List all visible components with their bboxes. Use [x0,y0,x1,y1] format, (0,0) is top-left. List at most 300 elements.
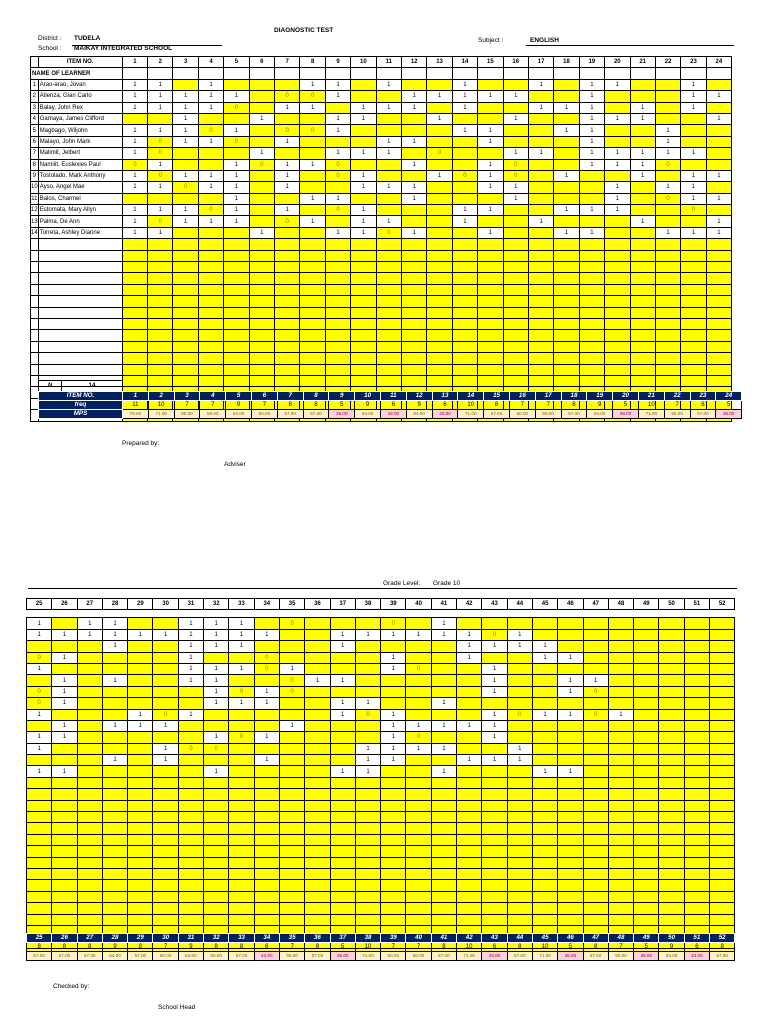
spacer-cell [558,610,583,618]
item-number-header: 1 [122,57,147,68]
score-cell [178,777,203,788]
score-cell [528,91,553,102]
table-row [27,709,735,720]
row-number: 7 [31,148,39,159]
score-cell [381,834,406,845]
score-cell [503,307,528,318]
score-cell: 1 [579,148,604,159]
table-row [31,375,732,386]
score-cell [406,675,431,686]
score-cell [659,777,684,788]
mps-value: 57.00 [431,952,456,961]
score-cell [406,686,431,697]
table-row [27,857,735,868]
score-cell: 1 [706,170,731,181]
score-cell [279,834,304,845]
score-cell [630,227,655,238]
score-cell [401,125,426,136]
score-cell: 1 [275,182,300,193]
learner-name: Malayo, John Mark [38,136,122,147]
item-number-header: 36 [305,599,330,610]
table-row [27,891,735,902]
score-cell [608,777,633,788]
score-cell [376,341,401,352]
score-cell [507,663,532,674]
summary-item-number: 51 [684,934,709,943]
summary-item-number: 47 [583,934,608,943]
score-cell [173,375,198,386]
score-cell [503,353,528,364]
score-cell: 1 [128,629,153,640]
score-cell [427,273,452,284]
score-cell [27,812,52,823]
score-cell [27,789,52,800]
score-cell [427,182,452,193]
table-row [27,834,735,845]
score-cell [128,823,153,834]
score-cell [254,868,279,879]
spacer-cell [532,610,557,618]
score-cell [452,182,477,193]
score-cell [528,284,553,295]
score-cell [608,903,633,914]
score-cell [27,903,52,914]
score-cell [198,341,223,352]
score-cell [173,364,198,375]
mps-value: 50.00 [608,952,633,961]
score-cell [325,353,350,364]
score-cell [681,239,706,250]
learner-name: Balay, John Rex [38,102,122,113]
score-cell [608,720,633,731]
score-cell [503,216,528,227]
score-cell [330,812,355,823]
score-cell [532,834,557,845]
score-cell [330,857,355,868]
score-cell: 1 [452,102,477,113]
score-cell [77,880,102,891]
score-cell: 1 [457,755,482,766]
score-cell: 0 [148,136,173,147]
score-cell [351,125,376,136]
district-value: TUDELA [74,35,101,42]
score-cell [431,663,456,674]
score-cell [684,641,709,652]
score-cell [229,834,254,845]
score-cell [102,743,127,754]
learner-name: Atienza, Gian Carlo [38,91,122,102]
score-cell [330,868,355,879]
score-cell [427,102,452,113]
mps-value: 64.00 [355,410,381,419]
score-cell: 1 [376,79,401,90]
score-cell [605,170,630,181]
learner-name: Magbago, Wiljohn [38,125,122,136]
score-cell [706,159,731,170]
score-cell [128,766,153,777]
freq-value: 8 [305,943,330,952]
score-cell [355,732,380,743]
score-cell [532,846,557,857]
score-cell [507,800,532,811]
score-cell [178,800,203,811]
score-cell [178,766,203,777]
score-cell [229,914,254,925]
summary-item-number: 50 [659,934,684,943]
score-cell [305,846,330,857]
score-cell: 1 [605,159,630,170]
score-cell [478,113,503,124]
score-cell [457,618,482,629]
score-cell: 0 [279,618,304,629]
score-cell [431,868,456,879]
score-cell: 0 [198,125,223,136]
score-cell: 1 [452,125,477,136]
score-cell [178,903,203,914]
score-cell [224,375,249,386]
score-cell [351,239,376,250]
score-cell [583,652,608,663]
summary-item-number: 18 [561,392,587,401]
score-cell: 0 [406,663,431,674]
summary-item-number: 2 [148,392,174,401]
score-cell [27,846,52,857]
score-cell [655,239,680,250]
score-cell [605,330,630,341]
score-cell [77,903,102,914]
item-number-header: 39 [381,599,406,610]
score-cell [478,318,503,329]
score-cell: 1 [579,102,604,113]
score-cell [431,800,456,811]
score-cell [554,296,579,307]
table-row [31,148,732,159]
score-cell [249,136,274,147]
score-cell [659,675,684,686]
score-cell [630,250,655,261]
score-cell [204,914,229,925]
item-number-header: 43 [482,599,507,610]
score-cell [655,330,680,341]
score-cell [325,307,350,318]
score-cell [507,812,532,823]
score-cell [608,857,633,868]
score-cell: 1 [122,125,147,136]
score-cell: 0 [325,170,350,181]
score-cell [406,755,431,766]
table-row [27,698,735,709]
score-cell [153,800,178,811]
score-cell [275,262,300,273]
score-cell [279,698,304,709]
score-cell [452,341,477,352]
score-cell [583,789,608,800]
summary-item-number: 23 [690,392,716,401]
score-cell [254,777,279,788]
score-cell [634,641,659,652]
score-cell: 1 [478,205,503,216]
score-cell: 1 [605,205,630,216]
score-cell [630,125,655,136]
score-cell [528,364,553,375]
score-cell [605,250,630,261]
score-cell [478,353,503,364]
item-number-header: 48 [608,599,633,610]
score-cell: 1 [381,755,406,766]
score-cell [659,743,684,754]
score-cell [351,307,376,318]
freq-value: 6 [380,401,406,410]
score-cell [659,755,684,766]
score-cell [52,868,77,879]
score-cell [376,125,401,136]
score-cell [706,273,731,284]
item-number-row [27,599,735,610]
score-cell: 1 [275,159,300,170]
score-cell [681,364,706,375]
table-row [27,686,735,697]
score-cell [224,239,249,250]
score-cell [300,307,325,318]
score-cell: 1 [401,182,426,193]
spacer-cell [27,610,52,618]
score-cell [507,846,532,857]
school-label: School : [38,45,62,52]
score-cell: 1 [381,709,406,720]
score-cell [532,755,557,766]
score-cell [351,341,376,352]
score-cell: 1 [381,629,406,640]
score-cell [27,823,52,834]
score-cell [381,800,406,811]
score-cell [148,262,173,273]
summary-item-number: 8 [303,392,329,401]
score-cell [330,732,355,743]
score-cell [102,891,127,902]
score-cell [122,296,147,307]
score-cell [355,663,380,674]
score-cell [630,91,655,102]
score-cell [279,914,304,925]
score-cell: 1 [330,698,355,709]
mps-value: 71.00 [638,410,664,419]
table-row [31,125,732,136]
table-row [31,262,732,273]
score-cell [77,857,102,868]
item-number-header: 44 [507,599,532,610]
score-cell [204,834,229,845]
score-cell [153,777,178,788]
mps-value: 57.00 [583,952,608,961]
score-cell [406,789,431,800]
summary-item-number: 21 [638,392,664,401]
score-cell [532,720,557,731]
header-blank-cell [275,68,300,79]
score-cell: 1 [224,193,249,204]
score-cell: 1 [102,675,127,686]
score-cell: 1 [229,641,254,652]
score-cell [249,353,274,364]
score-cell [355,641,380,652]
score-cell [275,330,300,341]
score-cell: 1 [204,641,229,652]
score-cell [503,79,528,90]
freq-value: 10 [457,943,482,952]
score-cell: 1 [579,113,604,124]
item-number-header: 40 [406,599,431,610]
score-cell [583,698,608,709]
score-cell [684,868,709,879]
score-cell: 1 [173,125,198,136]
score-cell: 1 [452,205,477,216]
score-cell [122,262,147,273]
score-cell [427,193,452,204]
table-row [27,641,735,652]
score-cell [427,159,452,170]
score-cell: 1 [330,629,355,640]
mps-value: 50.00 [381,952,406,961]
freq-value: 8 [431,943,456,952]
score-cell [52,800,77,811]
item-number-header: 30 [153,599,178,610]
score-cell [558,880,583,891]
score-cell [275,239,300,250]
freq-value: 9 [587,401,613,410]
mps-value: 57.00 [507,952,532,961]
score-cell [77,846,102,857]
score-cell [305,789,330,800]
score-cell: 1 [381,732,406,743]
district-label: District : [38,35,62,42]
score-cell [376,318,401,329]
score-cell [634,663,659,674]
score-cell [710,868,735,879]
score-cell [478,239,503,250]
table-row [27,914,735,925]
summary-item-number: 24 [716,392,742,401]
score-cell [224,296,249,307]
score-cell: 1 [457,629,482,640]
item-number-header: 6 [249,57,274,68]
score-cell [77,663,102,674]
score-cell [554,364,579,375]
score-cell [300,170,325,181]
score-cell [52,880,77,891]
item-number-header: 13 [427,57,452,68]
score-cell: 1 [52,686,77,697]
summary-item-number: 17 [535,392,561,401]
spacer-cell [77,610,102,618]
score-cell [355,846,380,857]
score-cell [355,652,380,663]
freq-value: 8 [204,943,229,952]
summary-item-number: 5 [226,392,252,401]
score-cell [122,353,147,364]
score-cell [710,732,735,743]
score-cell [148,341,173,352]
score-cell [710,812,735,823]
item-number-header: 31 [178,599,203,610]
mps-value: 57.00 [484,410,510,419]
score-cell [605,227,630,238]
score-cell [198,296,223,307]
score-cell [102,834,127,845]
score-cell [305,618,330,629]
item-number-header: 23 [681,57,706,68]
score-cell [77,709,102,720]
score-cell [507,903,532,914]
score-cell [77,755,102,766]
score-cell: 0 [325,159,350,170]
score-cell [376,239,401,250]
score-cell [128,755,153,766]
score-cell: 1 [579,91,604,102]
score-cell [706,318,731,329]
score-cell [406,641,431,652]
score-cell [427,307,452,318]
score-cell: 1 [681,91,706,102]
score-cell [254,891,279,902]
score-cell [605,125,630,136]
score-cell [554,330,579,341]
learner-name [38,330,122,341]
score-cell [655,216,680,227]
score-cell: 1 [376,136,401,147]
score-cell: 1 [173,136,198,147]
score-cell [583,629,608,640]
mps-value: 50.00 [406,952,431,961]
score-cell [457,880,482,891]
score-cell [681,113,706,124]
score-cell [198,273,223,284]
score-cell [478,284,503,295]
score-cell [229,755,254,766]
score-cell [482,618,507,629]
learner-name [38,353,122,364]
score-cell [148,296,173,307]
score-cell [355,823,380,834]
score-cell [77,834,102,845]
summary-item-number: 48 [608,934,633,943]
score-cell [128,880,153,891]
score-cell: 0 [300,91,325,102]
score-cell [583,755,608,766]
score-cell [710,641,735,652]
score-cell [224,353,249,364]
score-cell [528,262,553,273]
score-cell [558,641,583,652]
score-cell [634,868,659,879]
score-cell: 1 [558,766,583,777]
score-cell [305,823,330,834]
learner-name: Torreta, Ashley Dianne [38,227,122,238]
score-cell: 1 [351,182,376,193]
table-row [27,789,735,800]
summary-item-number: 37 [330,934,355,943]
score-cell [153,914,178,925]
score-cell: 1 [608,709,633,720]
score-cell: 1 [204,618,229,629]
score-cell [655,364,680,375]
score-cell [249,273,274,284]
score-cell [605,239,630,250]
row-number: 6 [31,136,39,147]
score-cell [173,318,198,329]
table-row [27,629,735,640]
item-number-header: 11 [376,57,401,68]
row-number: 11 [31,193,39,204]
score-cell [659,868,684,879]
